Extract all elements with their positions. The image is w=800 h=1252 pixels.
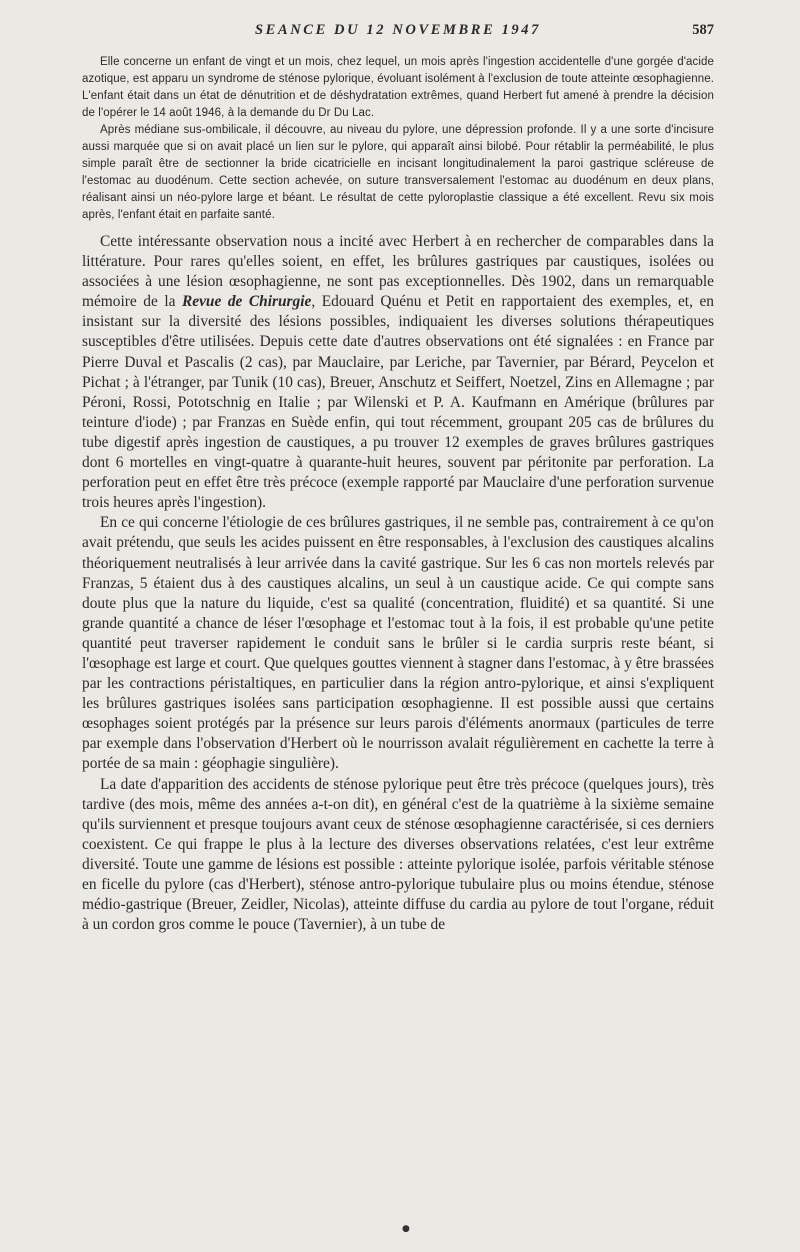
body-text-run: , Edouard Quénu et Petit en rapportaient des exemples, et, en insistant sur la diversité des lésions possibles, indiquaient les diverses solutions thérapeutiques susceptibles d'être utilisées. Depuis cette date d'autres observations ont été signalées : en France par Pierre Duval et Pascalis (2 cas), par Mauclaire, par Leriche, par Tavernier, par Bérard, Peycelon et Pichat ; à l'étranger, par Tunik (10 cas), Breuer, Anschutz et Seiffert, Noetzel, Zins en Allemagne ; par Péroni, Rossi, Pototschnig en Italie ; par Wilenski et P. A. Kaufmann en Amérique (brûlures par teinture d'iode) ; par Franzas en Suède enfin, qui tout récemment, groupant 205 cas de brûlures du tube digestif après ingestion de caustiques, a pu trouver 12 exemples de graves brûlures gastriques dont 6 mortelles en vingt-quatre à quarante-huit heures, souvent par péritonite par perforation. La perforation peut en effet être très précoce (exemple rapporté par Mauclaire d'une perforation survenue trois heures après l'ingestion). [82, 293, 714, 512]
case-report-paragraph: Elle concerne un enfant de vingt et un mois, chez lequel, un mois après l'ingestion accidentelle d'une gorgée d'acide azotique, est apparu un syndrome de sténose pylorique, évoluant isolément à l'exclusion de toute atteinte œsophagienne. L'enfant était dans un état de dénutrition et de déshydratation extrêmes, quand Herbert fut amené à prendre la décision de l'opérer le 14 août 1946, à la demande du Dr Du Lac. [82, 56, 714, 119]
case-report-section [82, 54, 714, 224]
body-paragraph-etiology: En ce qui concerne l'étiologie de ces brûlures gastriques, il ne semble pas, contrairement à ce qu'on avait prétendu, que seuls les acides puissent en être responsables, à l'exclusion des caustiques alcalins théoriquement neutralisés à leur arrivée dans la cavité gastrique. Sur les 6 cas non mortels relevés par Franzas, 5 étaient dus à des caustiques alcalins, un seul à un caustique acide. Ce qui compte sans doute plus que la nature du liquide, c'est sa qualité (concentration, fluidité) et sa quantité. Si une grande quantité a chance de léser l'œsophage et l'estomac tout à la fois, il est probable qu'une petite quantité peut traverser rapidement le conduit sans le brûler si le cardia surpris reste béant, si l'œsophage est large et court. Que quelques gouttes viennent à stagner dans l'estomac, à y être brassées par les contractions péristaltiques, en particulier dans la région antro-pylorique, et ainsi s'expliquent les brûlures gastriques isolées sans participation œsophagienne. Il est possible aussi que certains œsophages soient protégés par la présence sur leurs parois d'éléments anormaux (particules de terre par exemple dans l'observation d'Herbert où le nourrisson avalait régulièrement en cachette la terre à portée de sa main : géophagie singulière). [82, 514, 714, 773]
running-head: SEANCE DU 12 NOVEMBRE 1947 [255, 22, 541, 38]
journal-title: Revue de Chirurgie [181, 293, 312, 311]
page-number: 587 [692, 22, 714, 38]
case-report-paragraph: Après médiane sus-ombilicale, il découvre, au niveau du pylore, une dépression profonde. Il y a une sorte d'incisure aussi marquée que si on avait placé un lien sur le pylore, qui apparaît ainsi bilobé. Pour rétablir la perméabilité, le plus simple paraît être de sectionner la bride cicatricielle en incisant longitudinalement la paroi gastrique scléreuse de l'estomac au duodénum. Cette section achevée, on suture transversalement l'estomac au duodénum en deux plans, réalisant ainsi un néo-pylore large et béant. Le résultat de cette pyloroplastie classique a été excellent. Revu six mois après, l'enfant était en parfaite santé. [82, 124, 714, 221]
body-paragraph-onset: La date d'apparition des accidents de sténose pylorique peut être très précoce (quelques jours), très tardive (des mois, même des années a-t-on dit), en général c'est de la quatrième à la sixième semaine qu'ils surviennent et presque toujours avant ceux de sténose œsophagienne caractérisée, si ces derniers coexistent. Ce qui frappe le plus à la lecture des diverses observations relatées, c'est leur extrême diversité. Toute une gamme de lésions est possible : atteinte pylorique isolée, parfois véritable sténose en ficelle du pylore (cas d'Herbert), sténose antro-pylorique tubulaire plus ou moins étendue, sténose médio-gastrique (Breuer, Zeidler, Nicolas), atteinte diffuse du cardia au pylore de tout l'organe, réduit à un cordon gros comme le pouce (Tavernier), à un tube de [82, 775, 714, 934]
main-text-section [82, 232, 714, 935]
footer-mark: ● [402, 1224, 410, 1234]
page-header [82, 22, 714, 44]
body-text-run: Cette intéressante observation nous a incité avec Herbert à en rechercher de comparables dans la littérature. Pour rares qu'elles soient, en effet, les brûlures gastriques par caustiques, isolées ou associées à une lésion œsophagienne, ne sont pas exceptionnelles. Dès 1902, dans un remarquable mémoire de la [82, 233, 714, 311]
body-paragraph-literature [82, 232, 714, 513]
